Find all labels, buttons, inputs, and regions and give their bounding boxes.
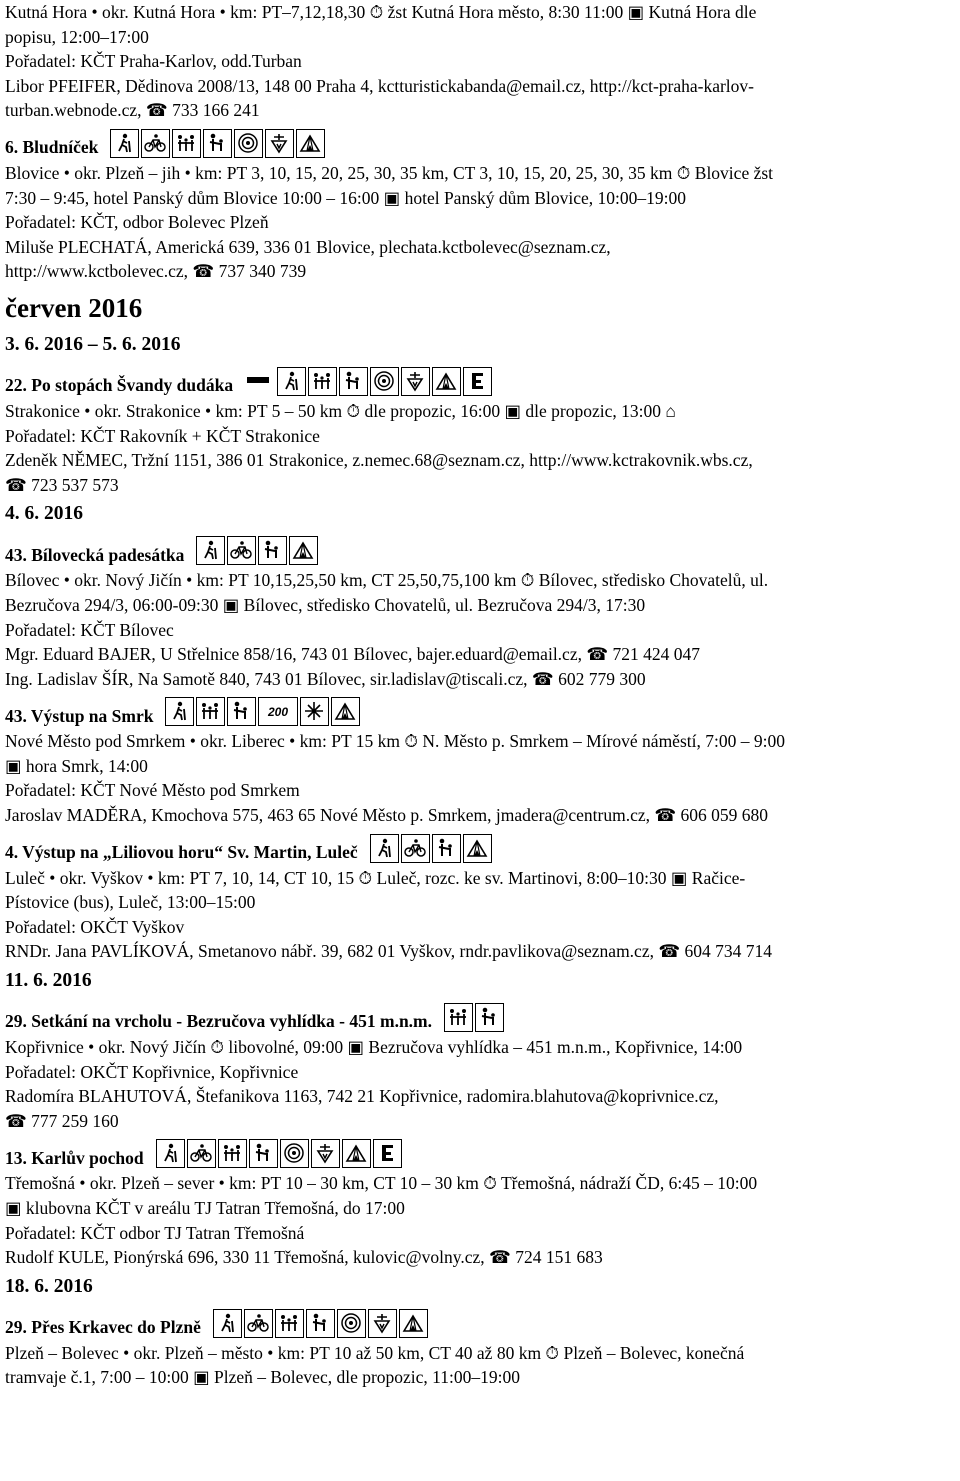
event-detail-line: Bílovec • okr. Nový Jičín • km: PT 10,15,25,50 km, CT 25,50,75,100 km ⏱ Bílovec, středisko Chovatelů, ul. bbox=[5, 570, 769, 591]
event-icons bbox=[156, 1139, 402, 1168]
badge-icon bbox=[265, 129, 294, 158]
windmill-icon bbox=[300, 697, 329, 726]
event-entry bbox=[5, 1133, 955, 1269]
event-entry bbox=[5, 0, 955, 123]
child-icon bbox=[227, 697, 256, 726]
family-icon bbox=[218, 1139, 247, 1168]
contact-line: turban.webnode.cz, ☎ 733 166 241 bbox=[5, 100, 260, 121]
contact-line: ☎ 777 259 160 bbox=[5, 1110, 119, 1131]
globe-stamp-icon bbox=[370, 367, 399, 396]
child-icon bbox=[258, 536, 287, 565]
event-title: 29. Setkání na vrcholu - Bezručova vyhlídka - 451 m.n.m. bbox=[5, 1011, 432, 1032]
family-icon bbox=[275, 1309, 304, 1338]
contact-line: Libor PFEIFER, Dědinova 2008/13, 148 00 Praha 4, kctturistickabanda@email.cz, http://kct-praha-karlov- bbox=[5, 75, 754, 96]
contact-line: Jaroslav MADĚRA, Kmochova 575, 463 65 Nové Město p. Smrkem, jmadera@centrum.cz, ☎ 606 059 680 bbox=[5, 805, 769, 826]
hiking-icon bbox=[213, 1309, 242, 1338]
contact-line: Radomíra BLAHUTOVÁ, Štefanikova 1163, 742 21 Kopřivnice, radomira.blahutova@koprivnice.cz, bbox=[5, 1086, 719, 1107]
badge-icon bbox=[311, 1139, 340, 1168]
globe-stamp-icon bbox=[234, 129, 263, 158]
organizer-line: Pořadatel: KČT Bílovec bbox=[5, 619, 174, 640]
event-title-row bbox=[5, 1133, 955, 1171]
hiking-icon bbox=[110, 129, 139, 158]
organizer-line: Pořadatel: OKČT Kopřivnice, Kopřivnice bbox=[5, 1061, 299, 1082]
event-icons bbox=[370, 834, 492, 863]
event-title: 4. Výstup na „Liliovou horu“ Sv. Martin, Luleč bbox=[5, 842, 358, 863]
200-icon bbox=[258, 697, 298, 726]
child-icon bbox=[306, 1309, 335, 1338]
family-icon bbox=[444, 1003, 473, 1032]
event-detail-line: Blovice • okr. Plzeň – jih • km: PT 3, 10, 15, 20, 25, 30, 35 km, CT 3, 10, 15, 20, 25, 30, 35 km ⏱ Blovice žst bbox=[5, 162, 774, 183]
event-detail-line: Strakonice • okr. Strakonice • km: PT 5 – 50 km ⏱ dle propozic, 16:00 ▣ dle propozic, 13:00 ⌂ bbox=[5, 400, 676, 421]
event-title: 6. Bludníček bbox=[5, 137, 99, 158]
globe-stamp-icon bbox=[280, 1139, 309, 1168]
organizer-line: Pořadatel: KČT odbor TJ Tatran Třemošná bbox=[5, 1222, 305, 1243]
event-title-row bbox=[5, 997, 955, 1035]
event-icons bbox=[213, 1309, 428, 1338]
child-icon bbox=[475, 1003, 504, 1032]
organizer-line: Pořadatel: KČT, odbor Bolevec Plzeň bbox=[5, 212, 269, 233]
family-icon bbox=[172, 129, 201, 158]
contact-line: ☎ 723 537 573 bbox=[5, 474, 119, 495]
globe-stamp-icon bbox=[337, 1309, 366, 1338]
child-icon bbox=[249, 1139, 278, 1168]
camp-icon bbox=[399, 1309, 428, 1338]
bike-icon bbox=[227, 536, 256, 565]
event-icons bbox=[196, 536, 318, 565]
camp-icon bbox=[342, 1139, 371, 1168]
family-icon bbox=[308, 367, 337, 396]
event-title: 22. Po stopách Švandy dudáka bbox=[5, 375, 234, 396]
event-detail-line: ▣ klubovna KČT v areálu TJ Tatran Třemošná, do 17:00 bbox=[5, 1198, 405, 1218]
event-entry bbox=[5, 691, 955, 827]
event-title-row bbox=[5, 828, 955, 866]
bike-icon bbox=[401, 834, 430, 863]
organizer-line: Pořadatel: OKČT Vyškov bbox=[5, 916, 185, 937]
hiking-icon bbox=[370, 834, 399, 863]
bike-icon bbox=[187, 1139, 216, 1168]
event-entry bbox=[5, 361, 955, 497]
organizer-line: Pořadatel: KČT Rakovník + KČT Strakonice bbox=[5, 425, 320, 446]
child-icon bbox=[339, 367, 368, 396]
badge-icon bbox=[368, 1309, 397, 1338]
child-icon bbox=[432, 834, 461, 863]
event-detail-line: Pístovice (bus), Luleč, 13:00–15:00 bbox=[5, 892, 256, 913]
event-icons bbox=[444, 1003, 504, 1032]
month-heading: červen 2016 bbox=[5, 292, 143, 323]
event-icons bbox=[165, 697, 360, 726]
organizer-line: Pořadatel: KČT Nové Město pod Smrkem bbox=[5, 780, 300, 801]
badge-icon bbox=[401, 367, 430, 396]
contact-line: Ing. Ladislav ŠÍR, Na Samotě 840, 743 01 Bílovec, sir.ladislav@tiscali.cz, ☎ 602 779 300 bbox=[5, 668, 646, 689]
event-detail-line: Třemošná • okr. Plzeň – sever • km: PT 10 – 30 km, CT 10 – 30 km ⏱ Třemošná, nádraží ČD, 6:45 – 10:00 bbox=[5, 1173, 758, 1194]
event-entry bbox=[5, 123, 955, 284]
event-title-row bbox=[5, 691, 955, 729]
event-entry bbox=[5, 828, 955, 964]
event-detail-line: Bezručova 294/3, 06:00-09:30 ▣ Bílovec, středisko Chovatelů, ul. Bezručova 294/3, 17:30 bbox=[5, 594, 646, 615]
event-detail-line: Nové Město pod Smrkem • okr. Liberec • km: PT 15 km ⏱ N. Město p. Smrkem – Mírové náměstí, 7:00 – 9:00 bbox=[5, 731, 785, 752]
event-detail-line: tramvaje č.1, 7:00 – 10:00 ▣ Plzeň – Bolevec, dle propozic, 11:00–19:00 bbox=[5, 1367, 521, 1388]
hiking-icon bbox=[196, 536, 225, 565]
camp-icon bbox=[463, 834, 492, 863]
camp-icon bbox=[432, 367, 461, 396]
bike-icon bbox=[244, 1309, 273, 1338]
date-heading: 11. 6. 2016 bbox=[5, 970, 92, 992]
contact-line: Rudolf KULE, Pionýrská 696, 330 11 Třemošná, kulovic@volny.cz, ☎ 724 151 683 bbox=[5, 1247, 603, 1268]
event-detail-line: Kopřivnice • okr. Nový Jičín ⏱ libovolné, 09:00 ▣ Bezručova vyhlídka – 451 m.n.m., Kopřivnice, 14:00 bbox=[5, 1037, 743, 1058]
event-title-row bbox=[5, 1303, 955, 1341]
contact-line: Miluše PLECHATÁ, Americká 639, 336 01 Blovice, plechata.kctbolevec@seznam.cz, bbox=[5, 236, 611, 257]
contact-line: RNDr. Jana PAVLÍKOVÁ, Smetanovo nábř. 39, 682 01 Vyškov, rndr.pavlikova@seznam.cz, ☎ 604 734 714 bbox=[5, 941, 773, 962]
event-icons bbox=[245, 367, 492, 396]
event-title-row bbox=[5, 530, 955, 568]
organizer-line: Pořadatel: KČT Praha-Karlov, odd.Turban bbox=[5, 51, 302, 72]
camp-icon bbox=[289, 536, 318, 565]
svg-text:200: 200 bbox=[268, 705, 289, 720]
child-icon bbox=[203, 129, 232, 158]
event-detail-line: Luleč • okr. Vyškov • km: PT 7, 10, 14, CT 10, 15 ⏱ Luleč, rozc. ke sv. Martinovi, 8:00–10:30 ▣ Račice- bbox=[5, 867, 746, 888]
bike-icon bbox=[141, 129, 170, 158]
event-title-row bbox=[5, 361, 955, 399]
date-heading: 4. 6. 2016 bbox=[5, 503, 83, 525]
event-title: 13. Karlův pochod bbox=[5, 1147, 144, 1168]
hiking-icon bbox=[277, 367, 306, 396]
camp-icon bbox=[331, 697, 360, 726]
event-detail-line: 7:30 – 9:45, hotel Panský dům Blovice 10:00 – 16:00 ▣ hotel Panský dům Blovice, 10:00–19:00 bbox=[5, 187, 687, 208]
e-icon bbox=[373, 1139, 402, 1168]
event-detail-line: Kutná Hora • okr. Kutná Hora • km: PT–7,12,18,30 ⏱ žst Kutná Hora město, 8:30 11:00 ▣ Kutná Hora dle bbox=[5, 2, 757, 22]
date-heading: 3. 6. 2016 – 5. 6. 2016 bbox=[5, 333, 181, 355]
bar-icon bbox=[245, 367, 275, 396]
contact-line: Mgr. Eduard BAJER, U Střelnice 858/16, 743 01 Bílovec, bajer.eduard@email.cz, ☎ 721 424 047 bbox=[5, 644, 701, 665]
contact-line: Zdeněk NĚMEC, Tržní 1151, 386 01 Strakonice, z.nemec.68@seznam.cz, http://www.kctrakovnik.wbs.cz, bbox=[5, 450, 753, 471]
date-heading: 18. 6. 2016 bbox=[5, 1275, 93, 1297]
event-title: 43. Výstup na Smrk bbox=[5, 705, 154, 726]
e-icon bbox=[463, 367, 492, 396]
event-title-row bbox=[5, 123, 955, 161]
event-detail-line: popisu, 12:00–17:00 bbox=[5, 26, 149, 47]
event-detail-line: ▣ hora Smrk, 14:00 bbox=[5, 755, 148, 776]
event-entry bbox=[5, 1303, 955, 1390]
event-detail-line: Plzeň – Bolevec • okr. Plzeň – město • km: PT 10 až 50 km, CT 40 až 80 km ⏱ Plzeň – Bolevec, konečná bbox=[5, 1342, 745, 1363]
family-icon bbox=[196, 697, 225, 726]
event-entry bbox=[5, 530, 955, 691]
hiking-icon bbox=[165, 697, 194, 726]
contact-line: http://www.kctbolevec.cz, ☎ 737 340 739 bbox=[5, 261, 307, 282]
event-title: 29. Přes Krkavec do Plzně bbox=[5, 1317, 201, 1338]
event-entry bbox=[5, 997, 955, 1133]
hiking-icon bbox=[156, 1139, 185, 1168]
event-title: 43. Bílovecká padesátka bbox=[5, 544, 185, 565]
camp-icon bbox=[296, 129, 325, 158]
event-icons bbox=[110, 129, 325, 158]
